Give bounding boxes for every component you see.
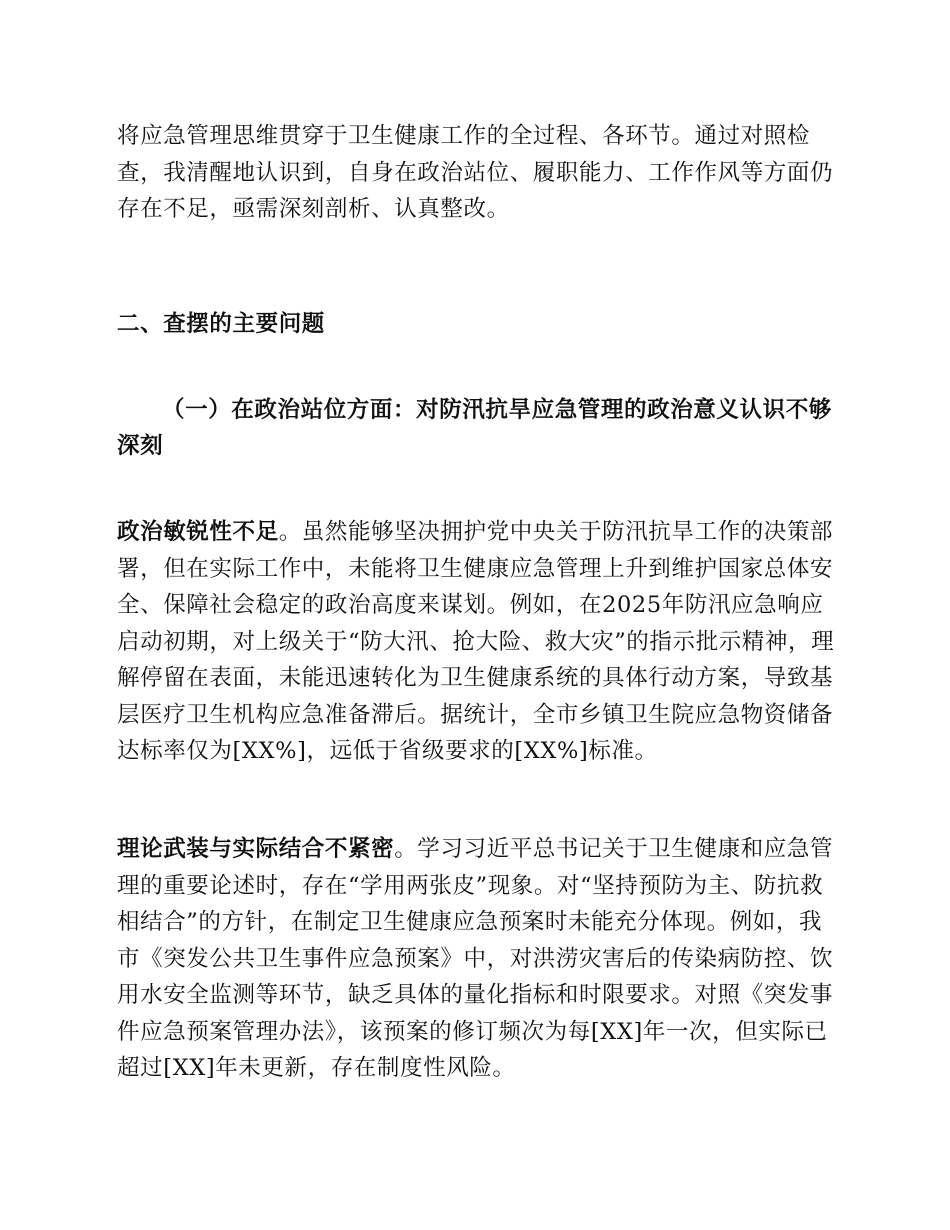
paragraph-body: 。学习习近平总书记关于卫生健康和应急管理的重要论述时，存在“学用两张皮”现象。对“坚持预防为主、防抗救相结合”的方针，在制定卫生健康应急预案时未能充分体现。例如，我市《突发公共卫生事件应急预案》中，对洪涝灾害后的传染病防控、饮用水安全监测等环节，缺乏具体的量化指标和时限要求。对照《突发事件应急预案管理办法》，该预案的修订频次为每[XX]年一次，但实际已超过[XX]年未更新，存在制度性风险。 [117, 836, 834, 1081]
problem-paragraph-2 [117, 831, 835, 1087]
subsection-heading-text: （一）在政治站位方面：对防汛抗旱应急管理的政治意义认识不够深刻 [117, 397, 832, 459]
paragraph-lead: 政治敏锐性不足 [117, 519, 279, 545]
subsection-heading [117, 392, 835, 464]
problem-paragraph-1 [117, 514, 835, 770]
paragraph-lead: 理论武装与实际结合不紧密 [117, 836, 395, 862]
section-heading: 二、查摆的主要问题 [117, 311, 325, 337]
intro-paragraph: 将应急管理思维贯穿于卫生健康工作的全过程、各环节。通过对照检查，我清醒地认识到，自身在政治站位、履职能力、工作作风等方面仍存在不足，亟需深刻剖析、认真整改。 [117, 123, 834, 222]
paragraph-body: 。虽然能够坚决拥护党中央关于防汛抗旱工作的决策部署，但在实际工作中，未能将卫生健康应急管理上升到维护国家总体安全、保障社会稳定的政治高度来谋划。例如，在2025年防汛应急响应启动初期，对上级关于“防大汛、抢大险、救大灾”的指示批示精神，理解停留在表面，未能迅速转化为卫生健康系统的具体行动方案，导致基层医疗卫生机构应急准备滞后。据统计，全市乡镇卫生院应急物资储备达标率仅为[XX%]，远低于省级要求的[XX%]标准。 [117, 519, 835, 764]
